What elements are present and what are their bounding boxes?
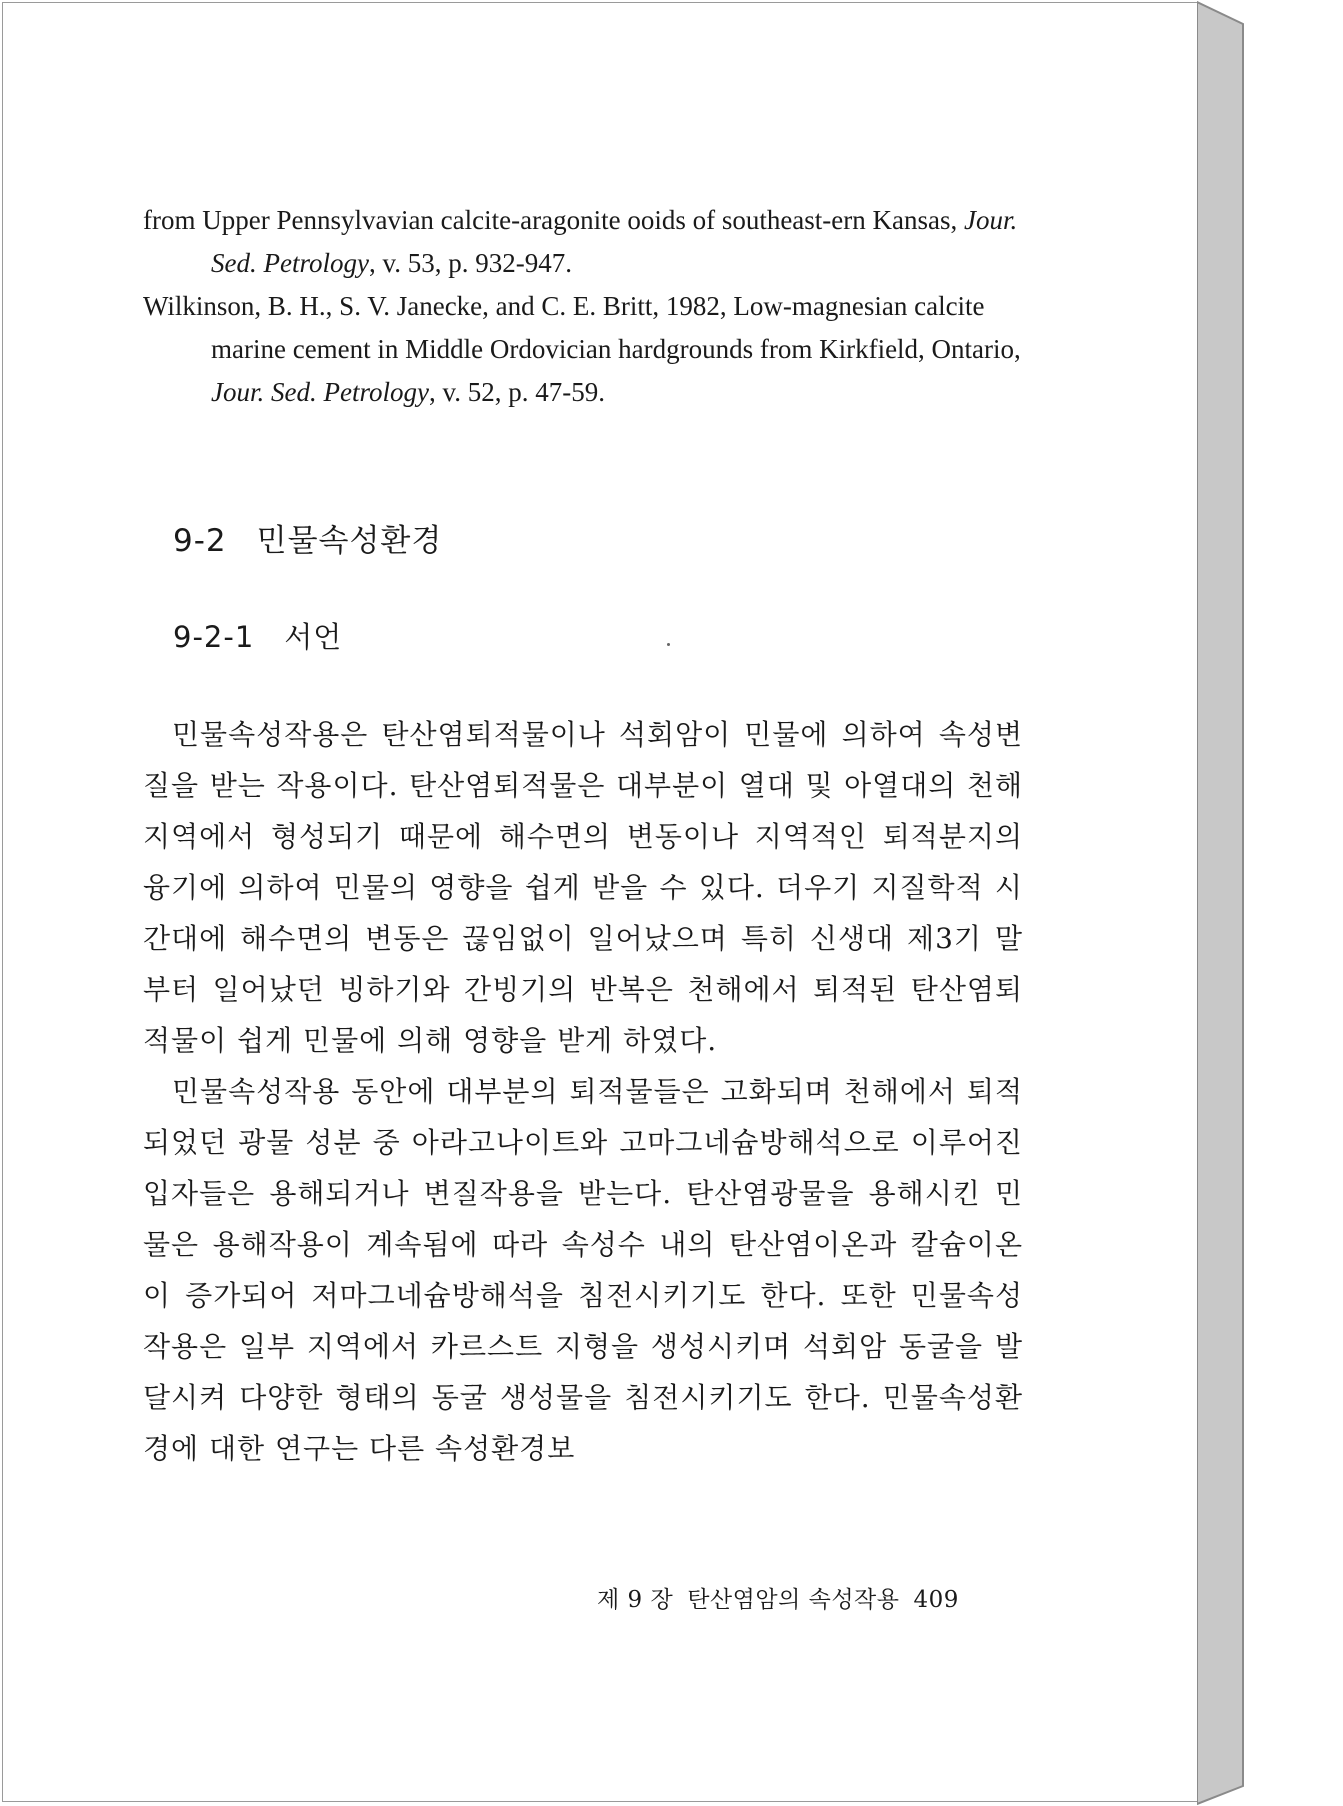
book-page xyxy=(2,2,1198,1802)
subsection-heading xyxy=(173,615,342,656)
book-page-edge xyxy=(1197,0,1343,1806)
paragraph-text: 민물속성작용 동안에 대부분의 퇴적물들은 고화되며 천해에서 퇴적되었던 광물 성분 중 아라고나이트와 고마그네슘방해석으로 이루어진 입자들은 용해되거나 변질작용을 받는다. 탄산염광물을 용해시킨 민물은 용해작용이 계속됨에 따라 속성수 내의 탄산염이온과 칼슘이온이 증가되어 저마그네슘방해석을 침전시키기도 한다. 또한 민물속성작용은 일부 지역에서 카르스트 지형을 생성시키며 석회암 동굴을 발달시켜 다양한 형태의 동굴 생성물을 침전시키기도 한다. 민물속성환경에 대한 연구는 다른 속성환경보 xyxy=(143,1075,1023,1465)
reference-list xyxy=(143,199,1023,414)
page-number: 409 xyxy=(913,1587,959,1613)
chapter-title: 탄산염암의 속성작용 xyxy=(687,1587,900,1613)
reference-entry xyxy=(143,199,1023,285)
paragraph xyxy=(143,1066,1023,1474)
print-speck xyxy=(667,643,670,646)
reference-text: Wilkinson, B. H., S. V. Janecke, and C. E. Britt, 1982, Low-magnesian calcite marine cement in Middle Ordovician hardgrounds from Kirkfield, Ontario, xyxy=(143,291,1021,364)
section-title: 민물속성환경 xyxy=(256,523,443,559)
reference-citation: , v. 53, p. 932-947. xyxy=(368,248,572,278)
journal-name: Jour. Sed. Petrology xyxy=(211,377,429,407)
body-text xyxy=(143,709,1023,1474)
subsection-number: 9-2-1 xyxy=(173,620,255,654)
section-number: 9-2 xyxy=(173,523,227,559)
paragraph-text: 민물속성작용은 탄산염퇴적물이나 석회암이 민물에 의하여 속성변질을 받는 작용이다. 탄산염퇴적물은 대부분이 열대 및 아열대의 천해 지역에서 형성되기 때문에 해수면의 변동이나 지역적인 퇴적분지의 융기에 의하여 민물의 영향을 쉽게 받을 수 있다. 더우기 지질학적 시간대에 해수면의 변동은 끊임없이 일어났으며 특히 신생대 제3기 말부터 일어났던 빙하기와 간빙기의 반복은 천해에서 퇴적된 탄산염퇴적물이 쉽게 민물에 의해 영향을 받게 하였다. xyxy=(143,718,1023,1057)
paragraph xyxy=(143,709,1023,1066)
chapter-label: 제 9 장 xyxy=(597,1587,674,1613)
reference-text: from Upper Pennsylvavian calcite-aragonite ooids of southeast-ern Kansas, xyxy=(143,205,964,235)
running-footer xyxy=(597,1581,973,1614)
journal-name: Jour. Sed. Petrology xyxy=(211,205,1018,278)
reference-entry xyxy=(143,285,1023,414)
subsection-title: 서언 xyxy=(284,620,343,654)
reference-citation: , v. 52, p. 47-59. xyxy=(428,377,605,407)
section-heading xyxy=(173,515,442,560)
